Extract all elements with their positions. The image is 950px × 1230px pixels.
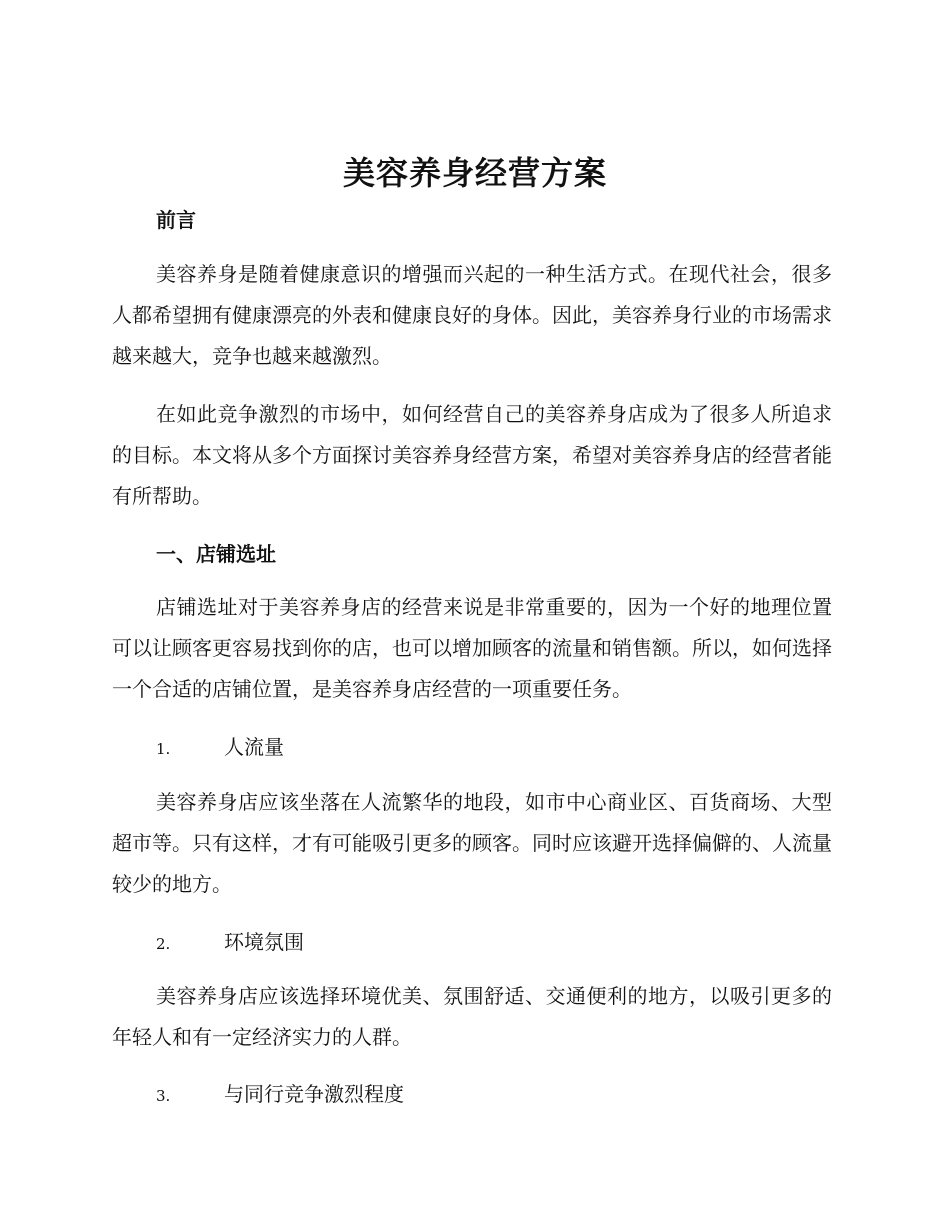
preface-paragraph-2: 在如此竞争激烈的市场中，如何经营自己的美容养身店成为了很多人所追求的目标。本文将从多个方面探讨美容养身经营方案，希望对美容养身店的经营者能有所帮助。 — [112, 402, 832, 508]
list-item-label: 环境氛围 — [224, 930, 304, 954]
section-heading-location: 一、店铺选址 — [156, 542, 276, 566]
list-item-2 — [156, 928, 304, 958]
list-item-1-paragraph: 美容养身店应该坐落在人流繁华的地段，如市中心商业区、百货商场、大型超市等。只有这样，才有可能吸引更多的顾客。同时应该避开选择偏僻的、人流量较少的地方。 — [112, 790, 832, 896]
list-item-number: 3. — [156, 1087, 171, 1105]
list-item-number: 1. — [156, 740, 171, 758]
list-item-3 — [156, 1080, 404, 1110]
section-heading-preface: 前言 — [156, 208, 196, 232]
list-item-2-paragraph: 美容养身店应该选择环境优美、氛围舒适、交通便利的地方，以吸引更多的年轻人和有一定经济实力的人群。 — [112, 984, 832, 1049]
preface-paragraph-1: 美容养身是随着健康意识的增强而兴起的一种生活方式。在现代社会，很多人都希望拥有健康漂亮的外表和健康良好的身体。因此，美容养身行业的市场需求越来越大，竞争也越来越激烈。 — [112, 262, 832, 368]
document-title: 美容养身经营方案 — [342, 154, 607, 192]
list-item-label: 人流量 — [224, 735, 284, 759]
list-item-1 — [156, 733, 284, 763]
list-item-number: 2. — [156, 935, 171, 953]
list-item-label: 与同行竞争激烈程度 — [224, 1082, 404, 1106]
location-intro-paragraph: 店铺选址对于美容养身店的经营来说是非常重要的，因为一个好的地理位置可以让顾客更容易找到你的店，也可以增加顾客的流量和销售额。所以，如何选择一个合适的店铺位置，是美容养身店经营的一项重要任务。 — [112, 595, 832, 701]
